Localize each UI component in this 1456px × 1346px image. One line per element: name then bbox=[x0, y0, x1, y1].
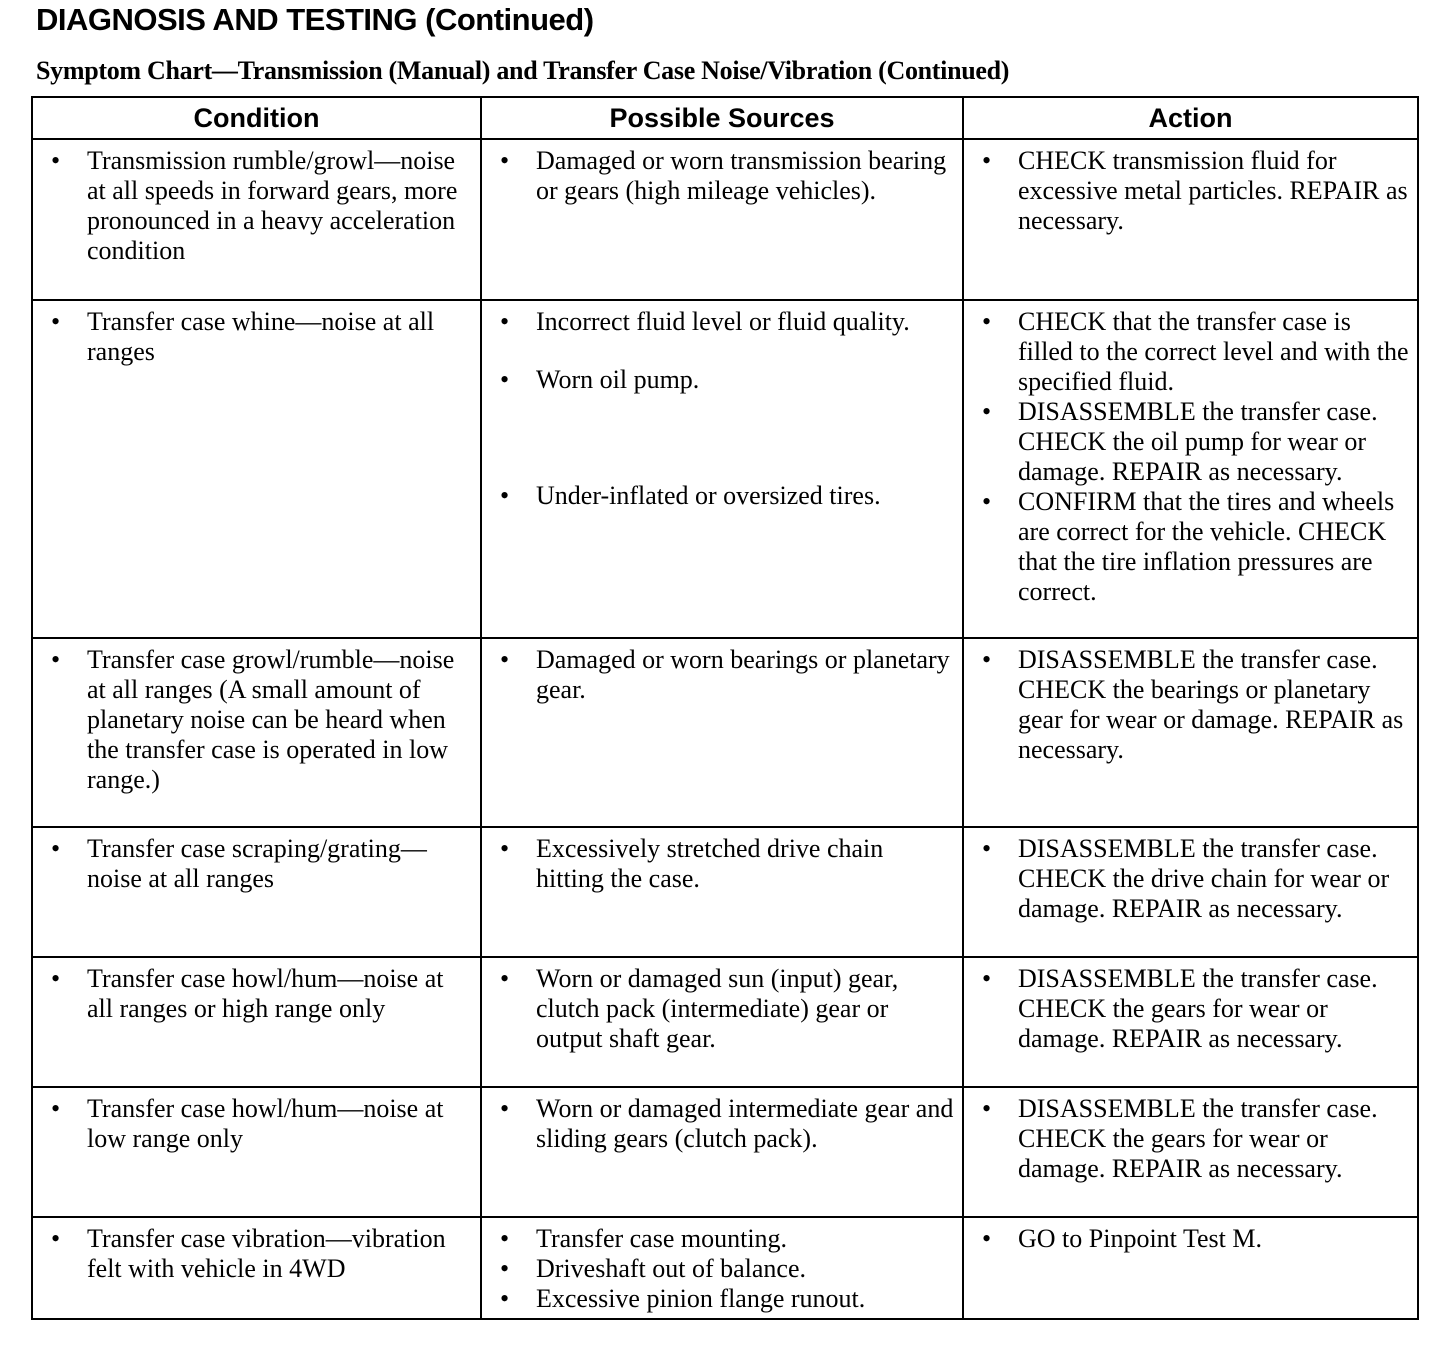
action-item: • DISASSEMBLE the transfer case. CHECK the gears for wear or damage. REPAIR as necessary. bbox=[972, 964, 1409, 1054]
sources-cell bbox=[481, 638, 963, 827]
table-row bbox=[32, 1217, 1418, 1319]
condition-cell bbox=[32, 139, 481, 300]
action-item: • DISASSEMBLE the transfer case. CHECK the oil pump for wear or damage. REPAIR as necessary. bbox=[972, 397, 1409, 487]
source-item: • Excessively stretched drive chain hitting the case. bbox=[490, 834, 954, 894]
source-item: • Worn oil pump. bbox=[490, 365, 954, 395]
condition-cell bbox=[32, 1087, 481, 1217]
column-header-condition: Condition bbox=[32, 97, 481, 139]
condition-cell bbox=[32, 957, 481, 1087]
sources-cell bbox=[481, 957, 963, 1087]
action-cell bbox=[963, 139, 1418, 300]
action-item: • CONFIRM that the tires and wheels are correct for the vehicle. CHECK that the tire inflation pressures are correct. bbox=[972, 487, 1409, 607]
table-row bbox=[32, 957, 1418, 1087]
table-row bbox=[32, 300, 1418, 638]
source-item: • Worn or damaged intermediate gear and sliding gears (clutch pack). bbox=[490, 1094, 954, 1154]
source-item: • Damaged or worn transmission bearing or gears (high mileage vehicles). bbox=[490, 146, 954, 206]
table-row bbox=[32, 1087, 1418, 1217]
source-item: • Under-inflated or oversized tires. bbox=[490, 481, 954, 511]
condition-text: • Transmission rumble/growl—noise at all speeds in forward gears, more pronounced in a heavy acceleration condition bbox=[41, 146, 472, 266]
table-row bbox=[32, 827, 1418, 957]
condition-cell bbox=[32, 300, 481, 638]
condition-cell bbox=[32, 827, 481, 957]
action-item: • DISASSEMBLE the transfer case. CHECK the gears for wear or damage. REPAIR as necessary. bbox=[972, 1094, 1409, 1184]
sources-cell bbox=[481, 300, 963, 638]
condition-text: • Transfer case whine—noise at all ranges bbox=[41, 307, 472, 367]
action-item: • CHECK transmission fluid for excessive metal particles. REPAIR as necessary. bbox=[972, 146, 1409, 236]
action-cell bbox=[963, 1217, 1418, 1319]
table-row bbox=[32, 139, 1418, 300]
action-item: • DISASSEMBLE the transfer case. CHECK the bearings or planetary gear for wear or damage. REPAIR as necessary. bbox=[972, 645, 1409, 765]
column-header-action: Action bbox=[963, 97, 1418, 139]
action-item: • CHECK that the transfer case is filled to the correct level and with the specified fluid. bbox=[972, 307, 1409, 397]
sources-cell bbox=[481, 139, 963, 300]
sources-cell bbox=[481, 1217, 963, 1319]
condition-cell bbox=[32, 638, 481, 827]
sources-cell bbox=[481, 827, 963, 957]
source-item: • Excessive pinion flange runout. bbox=[490, 1284, 954, 1314]
symptom-table bbox=[31, 96, 1419, 1320]
condition-text: • Transfer case growl/rumble—noise at all ranges (A small amount of planetary noise can be heard when the transfer case is operated in low range.) bbox=[41, 645, 472, 795]
source-item: • Damaged or worn bearings or planetary gear. bbox=[490, 645, 954, 705]
condition-text: • Transfer case howl/hum—noise at low range only bbox=[41, 1094, 472, 1154]
source-item: • Worn or damaged sun (input) gear, clutch pack (intermediate) gear or output shaft gear. bbox=[490, 964, 954, 1054]
source-item: • Incorrect fluid level or fluid quality. bbox=[490, 307, 954, 337]
condition-text: • Transfer case vibration—vibration felt with vehicle in 4WD bbox=[41, 1224, 472, 1284]
source-item: • Driveshaft out of balance. bbox=[490, 1254, 954, 1284]
condition-text: • Transfer case howl/hum—noise at all ranges or high range only bbox=[41, 964, 472, 1024]
action-item: • DISASSEMBLE the transfer case. CHECK the drive chain for wear or damage. REPAIR as necessary. bbox=[972, 834, 1409, 924]
source-item: • Transfer case mounting. bbox=[490, 1224, 954, 1254]
condition-text: • Transfer case scraping/grating—noise at all ranges bbox=[41, 834, 472, 894]
action-cell bbox=[963, 638, 1418, 827]
action-cell bbox=[963, 957, 1418, 1087]
sources-cell bbox=[481, 1087, 963, 1217]
action-cell bbox=[963, 827, 1418, 957]
action-item: • GO to Pinpoint Test M. bbox=[972, 1224, 1409, 1254]
action-cell bbox=[963, 1087, 1418, 1217]
column-header-possible-sources: Possible Sources bbox=[481, 97, 963, 139]
action-cell bbox=[963, 300, 1418, 638]
page-title: DIAGNOSIS AND TESTING (Continued) bbox=[36, 2, 594, 37]
table-row bbox=[32, 638, 1418, 827]
table-header-row bbox=[32, 97, 1418, 139]
condition-cell bbox=[32, 1217, 481, 1319]
chart-title: Symptom Chart—Transmission (Manual) and Transfer Case Noise/Vibration (Continued) bbox=[36, 56, 1010, 85]
